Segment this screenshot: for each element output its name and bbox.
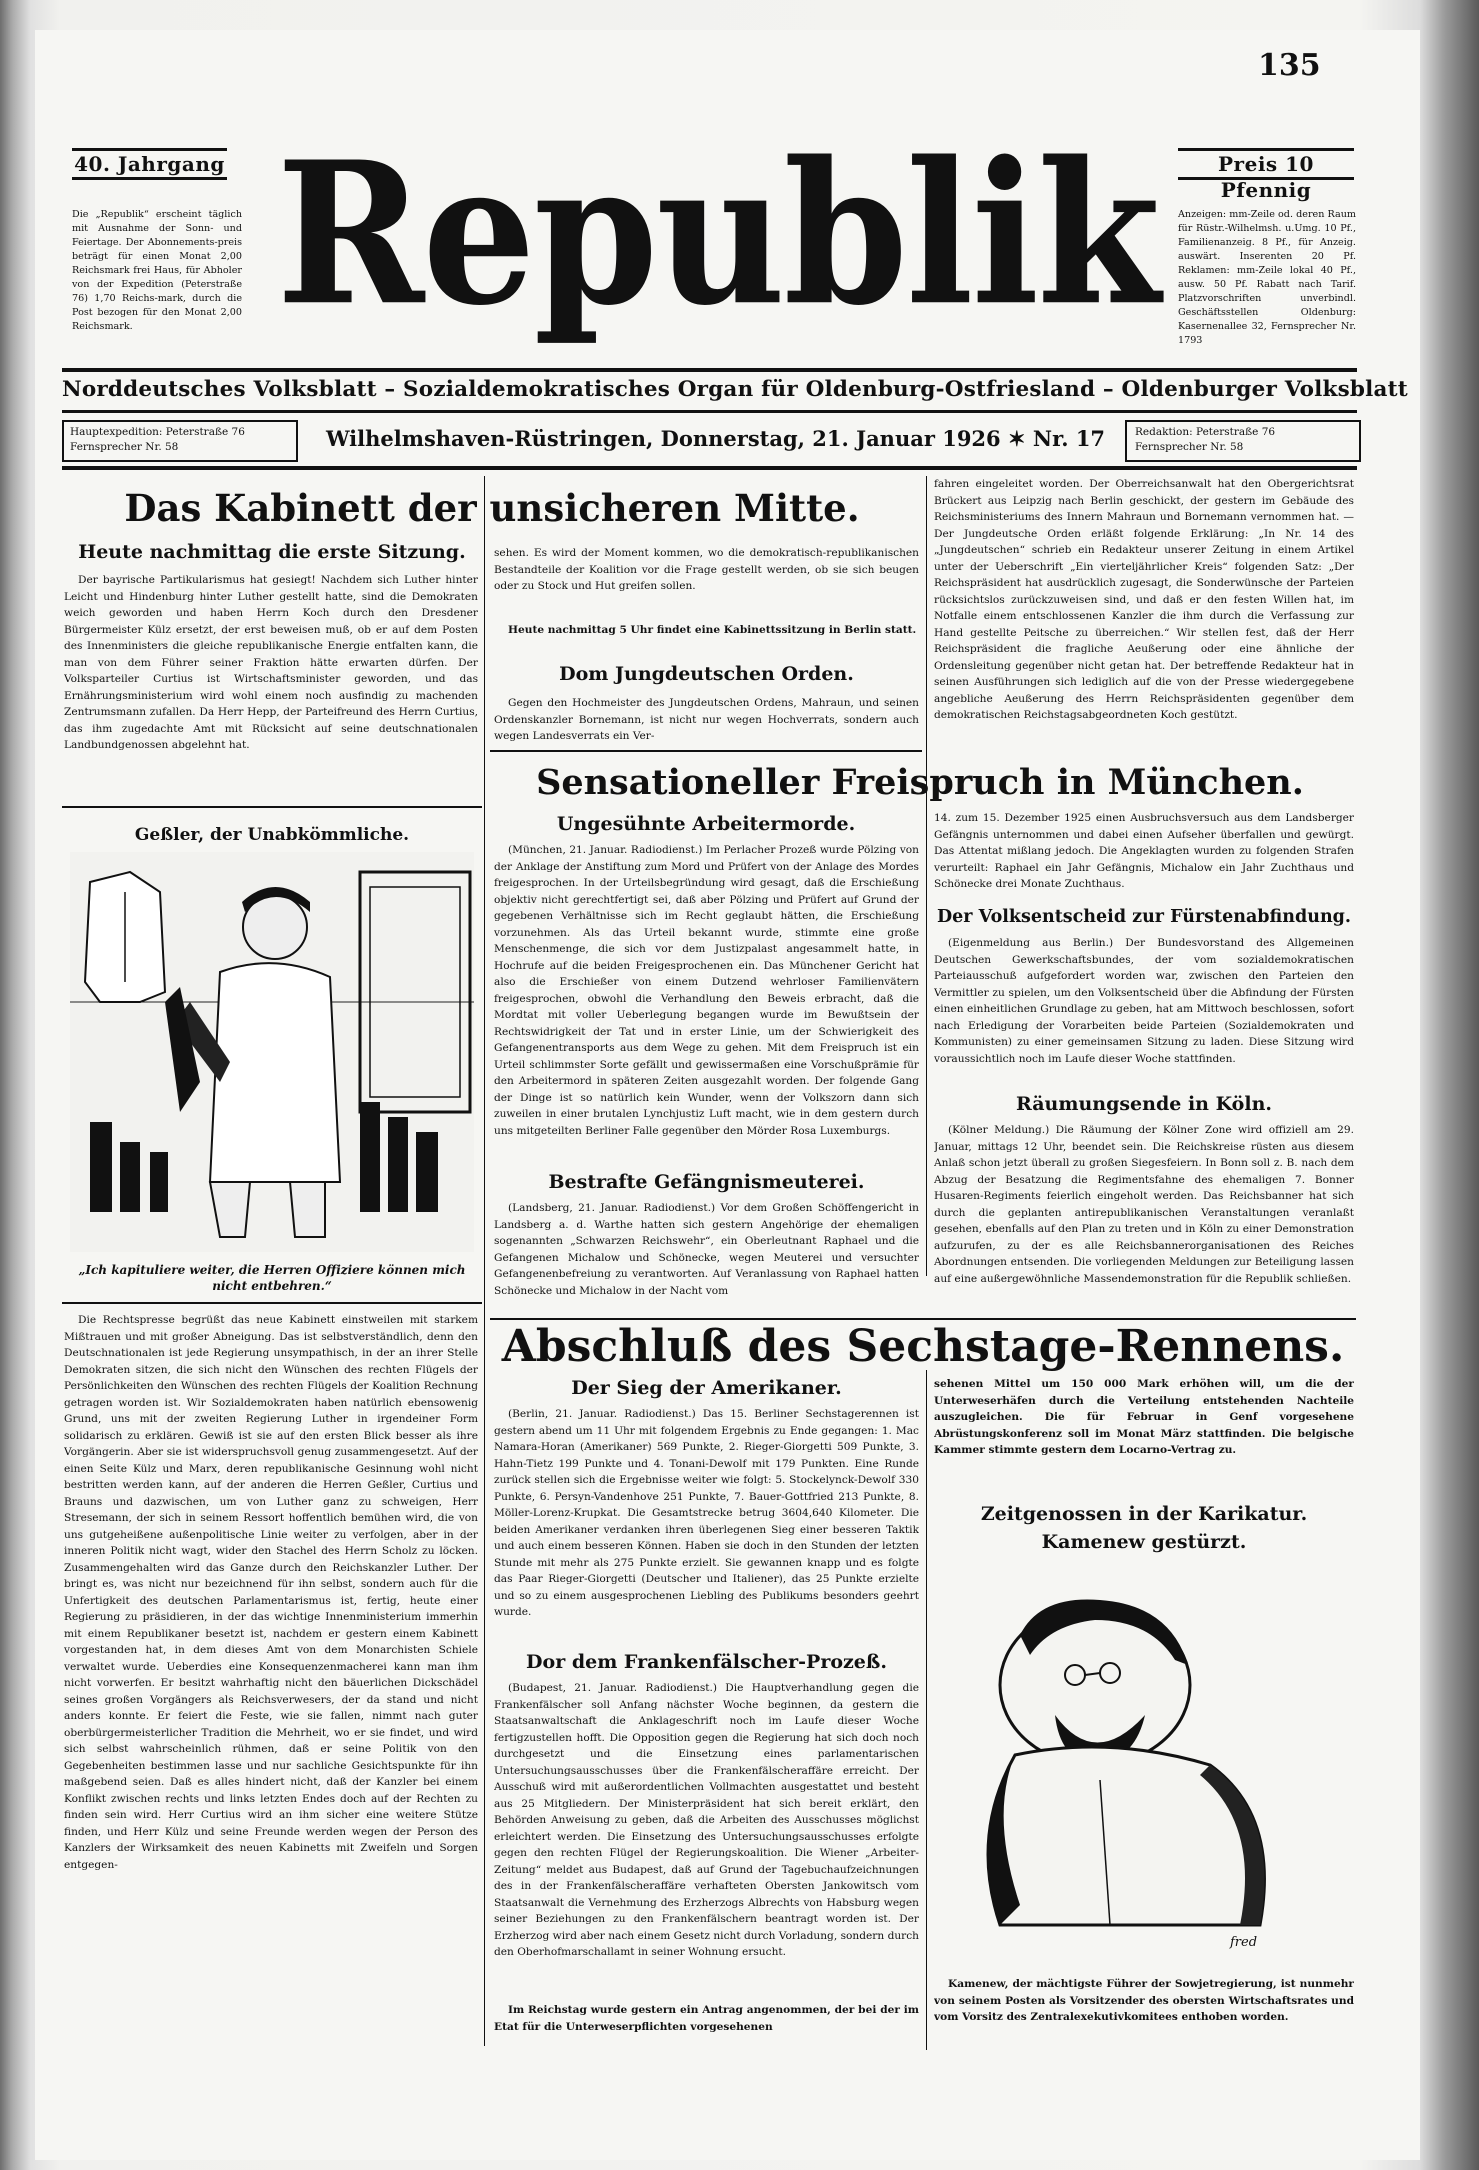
cartoon2-drawing [960,1565,1330,1955]
cartoon1-drawing [70,852,474,1252]
koeln-body: (Kölner Meldung.) Die Räumung der Kölner Zone wird offiziell am 29. Januar, mittags 12 Uhr, beendet sein. Die Reichskreise rüsten aus diesem Anlaß schon jetzt überall zu großen Siegesfeiern. In Bonn soll z. B. nach dem Abzug der Besatzung die Regimentsfahne des ehemaligen 7. Bonner Husaren-Regiments feierlich eingeholt werden. Das Reichsbanner hat sich durch die geplanten antirepublikanischen Veranstaltungen veranlaßt gesehen, ebenfalls auf den Plan zu treten und in Köln zu einer Demonstration aufzurufen, zu der es alle Reichsbannerorganisationen des Reiches Abordnungen entsenden. Die vorliegenden Meldungen zur Beteiligung lassen auf eine außergewöhnliche Massendemonstration für die Republik schließen. [934,1124,1354,1285]
masthead-rule-bottom [62,466,1357,470]
page-number: 135 [1258,48,1321,83]
masthead-rule-top [62,368,1357,372]
volksentscheid-headline: Der Volksentscheid zur Fürstenabfindung. [936,907,1352,927]
cartoon1-title: Geßler, der Unabkömmliche. [134,825,410,845]
freispruch-subhead: Ungesühnte Arbeitermorde. [556,813,856,835]
rechtspresse-body: Die Rechtspresse begrüßt das neue Kabinett einstweilen mit starkem Mißtrauen und mit großer Abneigung. Das ist selbstverständlich, denn den Deutschnationalen ist jede Regierung unsympathisch, in der an ihrer Stelle Demokraten sitzen, die sich nicht den Wünschen des rechten Flügels der Persönlichkeiten den Wünschen des rechten Flügels der Koalition Rechnung getragen worden ist. Wir Sozialdemokraten haben natürlich ebensowenig Grund, uns mit der zweiten Regierung Luther in irgendeiner Form solidarisch zu erklären. Gewiß ist sie auf den ersten Blick besser als ihre Vorgängerin. Aber sie ist widerspruchsvoll genug zusammengesetzt. Auf der einen Seite Külz und Marx, deren republikanische Gesinnung wohl nicht bestritten werden kann, auf der anderen die Herren Geßler, Curtius und Brauns und dazwischen, um von Luther ganz zu schweigen, Herr Stresemann, der sich in seinem Ressort hoffentlich bemühen wird, die von uns gutgeheißene außenpolitische Linie weiter zu verfolgen, aber in der inneren Politik nicht wagt, wider den Stachel des Herrn Scholz zu löcken. Zusammengehalten wird das Ganze durch den Reichskanzler Luther. Der bringt es, was nicht nur bezeichnend für ihn selbst, sondern auch für die Unfertigkeit des deutschen Parlamentarismus ist, fertig, heute einer Regierung zu präsidieren, in der das wichtige Innenministerium immerhin mit einem Republikaner besetzt ist, nachdem er gestern einem Kabinett vorgestanden hat, in dem dieses Amt von dem Monarchisten Schiele verwaltet wurde. Ueberdies eine Konsequenzenmacherei kann man ihm nicht vorwerfen. Er besitzt wahrhaftig nicht den bäuerlichen Dickschädel seines großen Vorgängers als Reichsverwesers, der da stand und nicht anders konnte. Er feiert die Feste, wie sie fallen, nimmt nach guter oberbürgermeisterlicher Tradition die Mehrheit, wo er sie findet, und wird sich selbst wahrscheinlich rühmen, daß er seine Politik von den Gegebenheiten bestimmen lasse und nur sachliche Gesichtspunkte für ihn maßgebend seien. Daß es alles hindert nicht, daß der Kanzler bei einem Konflikt zwischen rechts und links letzten Endes doch auf der Rechten zu finden sein wird. Herr Curtius wird an ihm sicher eine weitere Stütze finden, und Herr Külz und seine Freunde werden wegen der Person des Kanzlers der Wirksamkeit des neuen Kabinetts mit Zweifeln und Sorgen entgegen- [64,1314,478,1871]
ad-info: Anzeigen: mm-Zeile od. deren Raum für Rüstr.-Wilhelmsh. u.Umg. 10 Pf., Familienanzeig. 8 Pf., für Anzeig. auswärt. Inserenten 20 Pf. Reklamen: mm-Zeile lokal 40 Pf., ausw. 50 Pf. Rabatt nach Tarif. Platzvorschriften unverbindl. Geschäftsstellen Oldenburg: Kasernenallee 32, Fernsprecher Nr. 1793 [1178,209,1356,346]
abruestung-body: sehenen Mittel um 150 000 Mark erhöhen will, um die der Unterweserhäfen durch die Verteilung entstehenden Nachteile auszugleichen. Die für Februar in Genf vorgesehene Abrüstungskonferenz soll im Monat März stattfinden. Die belgische Kammer stimmte gestern dem Locarno-Vertrag zu. [934,1378,1354,1456]
freispruch-rule [490,750,922,752]
year-label: 40. Jahrgang [72,148,227,180]
meuterei-body: (Landsberg, 21. Januar. Radiodienst.) Vor dem Großen Schöffengericht in Landsberg a. d. Warthe hatten sich gestern Angehörige der ehemaligen sogenannten „Schwarzen Reichswehr“, ein Oberleutnant Raphael und die Gefangenen Michalow und Schönecke, wegen Meuterei und versuchter Gefangenenbefreiung zu verantworten. Auf Veranlassung von Raphael hatten Schönecke und Michalow in der Nacht vom [494,1202,919,1297]
newspaper-title: Republik [276,118,1159,349]
redaktion-phone: Fernsprecher Nr. 58 [1135,441,1244,453]
frankenfaelscher-body: (Budapest, 21. Januar. Radiodienst.) Die Hauptverhandlung gegen die Frankenfälscher soll Anfang nächster Woche beginnen, da gestern die Staatsanwaltschaft die Anklageschrift noch im Laufe dieser Woche fertigzustellen hofft. Die Opposition gegen die Regierung hat sich doch noch durchgesetzt und die Einsetzung eines parlamentarischen Untersuchungsausschusses über die Frankenfälscheraffäre erreicht. Der Ausschuß wird mit außerordentlichen Vollmachten ausgestattet und besteht aus 25 Mitgliedern. Der Ministerpräsident hat sich bereit erklärt, den Behörden Anweisung zu geben, daß die Arbeiten des Ausschusses möglichst erleichtert werden. Die Einsetzung des Untersuchungsausschusses erfolgte gegen den rechten Flügel der Regierungskoalition. Die Wiener „Arbeiter-Zeitung“ meldet aus Budapest, daß auf Grund der Tagebuchaufzeichnungen des in der Frankenfälscheraffäre verhafteten Obersten Jankowitsch vom Staatsanwalt die Vernehmung des Erzherzogs Albrechts von Habsburg wegen seiner Beziehungen zu den Frankenfälschern beantragt worden ist. Der Erzherzog wird aber nach einem Gesetz nicht durch Vorladung, sondern durch den Oberhofmarschallamt in seiner Wohnung ersucht. [494,1682,919,1958]
sechstage-body: (Berlin, 21. Januar. Radiodienst.) Das 15. Berliner Sechstagerennen ist gestern abend um 11 Uhr mit folgendem Ergebnis zu Ende gegangen: 1. Mac Namara-Horan (Amerikaner) 569 Punkte, 2. Rieger-Giorgetti 509 Punkte, 3. Hahn-Tietz 199 Punkte und 4. Tonani-Dewolf mit 179 Punkten. Eine Runde zurück stellen sich die Ergebnisse weiter wie folgt: 5. Stockelynck-Dewolf 330 Punkte, 6. Persyn-Vandenhove 251 Punkte, 7. Bauer-Gottfried 213 Punkte, 8. Möller-Lorenz-Krupkat. Die Gesamtstrecke betrug 3604,640 Kilometer. Die beiden Amerikaner verdanken ihren überlegenen Sieg einer besseren Taktik und auch einem besseren Können. Haben sie doch in den Stunden der letzten Stunde mit mehr als 275 Punkte erzielt. Sie gewannen knapp und es folgte das Paar Rieger-Giorgetti (Deutscher und Italiener), das 25 Punkte erzielte und so zu einem ausgesprochenen Liebling des Publikums besonders geehrt wurde. [494,1408,919,1618]
freispruch-body: (München, 21. Januar. Radiodienst.) Im Perlacher Prozeß wurde Pölzing von der Anklage der Anstiftung zum Mord und Prüfert von der Anlage des Mordes freigesprochen. In der Urteilsbegründung wird gesagt, daß die Erschießung objektiv nicht gerechtfertigt sei, daß aber Pölzing und Prüfert auf Grund der gegebenen Verhältnisse sich im Recht geglaubt hätten, die Erschießung vorzunehmen. Als das Urteil bekannt wurde, stimmte eine große Menschenmenge, die sich vor dem Justizpalast angesammelt hatte, in Hochrufe auf die beiden Freigesprochenen ein. Das Münchener Gericht hat also die Erschießer von einem Dutzend wehrloser Familienvätern freigesprochen, obwohl die Verhandlung den Beweis erbracht, daß die Mordtat mit voller Ueberlegung begangen wurde im Bewußtsein der Rechtswidrigkeit der Tat und in erster Linie, um der Schwierigkeit des Gefangenentransports aus dem Wege zu gehen. Mit dem Freispruch ist ein Urteil schlimmster Sorte gefällt und gewissermaßen eine Vorschußprämie für den Arbeitermord in späteren Zeiten ausgezahlt worden. Der folgende Gang der Dinge ist so natürlich kein Wunder, wenn der Volkszorn dann sich zuweilen in einer brutalen Lynchjustiz Luft macht, wie in dem gestern durch uns mitgeteilten Berliner Falle gegenüber den Mörder Rosa Luxemburgs. [494,844,919,1137]
cartoon2-subtitle: Kamenew gestürzt. [1041,1531,1247,1553]
redaktion-info [1127,422,1359,458]
kabinett-subhead: Heute nachmittag die erste Sitzung. [78,541,466,563]
subscription-info: Die „Republik“ erscheint täglich mit Ausnahme der Sonn- und Feiertage. Der Abonnements-preis beträgt für einen Monat 2,00 Reichsmark frei Haus, für Abholer von der Expedition (Peterstraße 76) 1,70 Reichs-mark, durch die Post bezogen für den Monat 2,00 Reichsmark. [72,209,242,332]
sechstage-rule [490,1318,1356,1320]
cartoon2-title: Zeitgenossen in der Karikatur. [980,1503,1308,1525]
cartoon2-caption: Kamenew, der mächtigste Führer der Sowjetregierung, ist nunmehr von seinem Posten als Vorsitzender des obersten Wirtschaftsrates und vom Vorsitz des Zentralexekutivkomitees enthoben worden. [934,1978,1354,2023]
redaktion-box [1125,420,1361,462]
meuterei-headline: Bestrafte Gefängnismeuterei. [548,1171,865,1193]
freispruch-headline: Sensationeller Freispruch in München. [536,762,1304,803]
jungdeutsch-headline: Dom Jungdeutschen Orden. [559,663,854,685]
kabinett-headline: Das Kabinett der unsicheren Mitte. [124,486,860,530]
column-rule-2 [926,476,927,1276]
cartoon2-signature: fred [1230,1935,1258,1950]
column-rule-3 [926,1370,927,2050]
sechstage-subhead: Der Sieg der Amerikaner. [571,1377,842,1399]
sechstage-headline: Abschluß des Sechstage-Rennens. [501,1321,1345,1372]
cartoon1-rule-top [62,806,482,808]
volksentscheid-body: (Eigenmeldung aus Berlin.) Der Bundesvorstand des Allgemeinen Deutschen Gewerkschaftsbundes, der vom sozialdemokratischen Parteiausschuß aufgefordert worden war, zwischen den Parteien den Vermittler zu spielen, um den Volksentscheid über die Abfindung der Fürsten einen einheitlichen Grundlage zu geben, hat am Mittwoch beschlossen, sofort nach Erledigung der Vorarbeiten beide Parteien (Sozialdemokraten und Kommunisten) zu einer gemeinsamen Sitzung zu laden. Diese Sitzung wird voraussichtlich noch im Laufe dieser Woche stattfinden. [934,937,1354,1065]
newspaper-subtitle: Norddeutsches Volksblatt – Sozialdemokratisches Organ für Oldenburg-Ostfriesland – Oldenburger Volksblatt [62,377,1408,402]
jungdeutsch-body: Gegen den Hochmeister des Jungdeutschen Ordens, Mahraun, und seinen Ordenskanzler Bornemann, ist nicht nur wegen Hochverrats, sondern auch wegen Landesverrats ein Ver- [494,697,919,742]
dateline: Wilhelmshaven-Rüstringen, Donnerstag, 21. Januar 1926 ✶ Nr. 17 [325,426,1106,451]
expedition-address: Hauptexpedition: Peterstraße 76 [70,426,245,438]
kabinett-note: Heute nachmittag 5 Uhr findet eine Kabinettssitzung in Berlin statt. [508,624,917,636]
expedition-info [64,422,296,458]
cartoon1-rule-bottom [62,1302,482,1304]
meuterei-continuation: 14. zum 15. Dezember 1925 einen Ausbruchsversuch aus dem Landsberger Gefängnis unternommen und dabei einen Aufseher überfallen und gewürgt. Das Attentat mißlang jedoch. Die Angeklagten wurden zu folgenden Strafen verurteilt: Raphael ein Jahr Gefängnis, Michalow ein Jahr Zuchthaus und Schönecke drei Monate Zuchthaus. [934,812,1354,890]
expedition-box [62,420,298,462]
jungdeutsch-continuation: fahren eingeleitet worden. Der Oberreichsanwalt hat den Obergerichtsrat Brückert aus Leipzig nach Berlin geschickt, der gestern im Gebäude des Reichsministeriums des Innern Mahraun und Bornemann vernommen hat. — Der Jungdeutsche Orden erläßt folgende Erklärung: „In Nr. 14 des „Jungdeutschen“ schrieb ein Redakteur unserer Zeitung in einem Artikel unter der Ueberschrift „Ein vierteljährlicher Kreis“ folgenden Satz: „Der Reichspräsident hat ausdrücklich zugesagt, die Sonderwünsche der Parteien rücksichtslos zurückzuweisen sind, und daß er den festen Willen hat, im Notfalle einem entschlossenen Kanzler die ihm durch die Verfassung zur Hand gestellte Peitsche zu überreichen.“ Wir stellen fest, daß der Herr Reichspräsident die fragliche Aeußerung oder eine ähnliche der Ordensleitung gegenüber nicht getan hat. Der betreffende Redakteur hat in seinen Ausführungen sich lediglich auf die von der Presse wiedergegebene angebliche Aeußerung des Herrn Reichspräsidenten gegenüber dem demokratischen Reichstagsabgeordneten Koch gestützt. [934,478,1354,721]
cartoon1-caption: „Ich kapituliere weiter, die Herren Offiziere können mich nicht entbehren.“ [78,1263,466,1293]
masthead-rule-mid [62,410,1357,413]
column-rule-1 [484,476,485,2046]
redaktion-address: Redaktion: Peterstraße 76 [1135,426,1276,438]
price-label: Preis 10 Pfennig [1178,148,1354,180]
expedition-phone: Fernsprecher Nr. 58 [70,441,179,453]
reichstag-note: Im Reichstag wurde gestern ein Antrag angenommen, der bei der im Etat für die Unterweserpflichten vorgesehenen [494,2004,919,2033]
frankenfaelscher-headline: Dor dem Frankenfälscher-Prozeß. [526,1651,887,1673]
koeln-headline: Räumungsende in Köln. [1015,1093,1273,1115]
kabinett-body-right: sehen. Es wird der Moment kommen, wo die demokratisch-republikanischen Bestandteile der Koalition vor die Frage gestellt werden, ob sie sich beugen oder zu Stock und Hut greifen sollen. [494,547,919,592]
kabinett-body-left: Der bayrische Partikularismus hat gesiegt! Nachdem sich Luther hinter Leicht und Hindenburg hinter Luther gestellt hatte, sind die Demokraten weich geworden und haben Herrn Koch durch den Dresdener Bürgermeister Külz ersetzt, der erst beweisen muß, ob er auf dem Posten des Innenministers die gleiche republikanische Energie entfalten kann, die man von dem Führer seiner Fraktion hätte erwarten dürfen. Der Volksparteiler Curtius ist Wirtschaftsminister geworden, und das Ernährungsministerium wird wohl einem noch ausfindig zu machenden Zentrumsmann zufallen. Da Herr Hepp, der Parteifreund des Herrn Curtius, das ihm zugedachte Amt mit Rücksicht auf seine deutschnationalen Landbundgenossen abgelehnt hat. [64,574,478,751]
